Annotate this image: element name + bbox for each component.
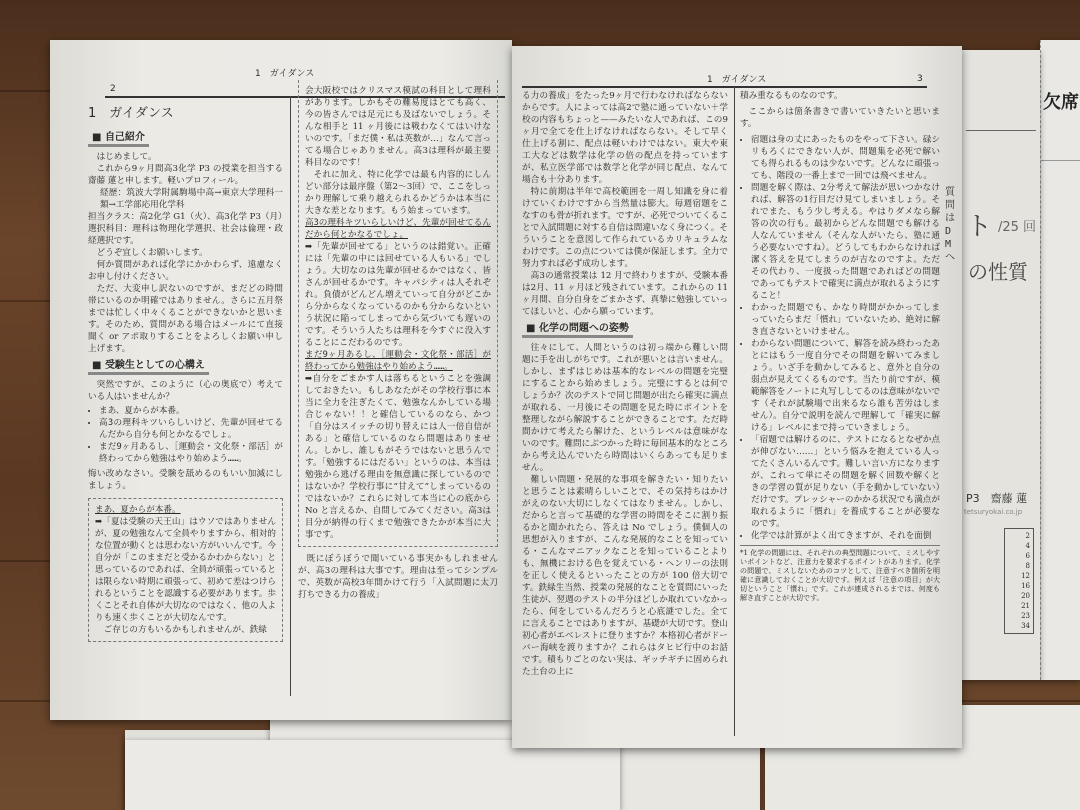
- paragraph: 会大阪校ではクリスマス模試の科目として理科があります。しかもその難易度はとても高く、今の皆さんでは足元にも及ばないでしょう。そんな相手と 11 ヶ月後には戦わなくてはいけないのです。「まだ僕・私は英数が…」なんて言ってる場合じゃありません。高3は理科が最主要科目なのです！: [305, 86, 491, 168]
- handout-count: /25 回: [998, 220, 1037, 235]
- absence-sheet-title: 欠席: [1043, 92, 1079, 113]
- left-page: [50, 40, 512, 720]
- box-tail: ご存じの方もいるかもしれませんが、鉄緑: [103, 625, 267, 635]
- handwritten-note: 質問はDMへ: [945, 187, 955, 263]
- paragraph: ただ、大変申し訳ないのですが、まだどの時間帯にいるのか明確ではありません。さらに五月祭までは忙しく中々くることができないかと思います。そのため、質問がある場合はメールにて直接聞く or アポ取りすることをよろしくお願い申し上げます。: [88, 284, 283, 354]
- bullet-item: • 「宿題では解けるのに、テストになるとなぜか点が伸びない……」という悩みを抱えている人ってたくさんいるんです。難しい言い方になりますが、これって単にその問題を解く回数や解くときの学習の質が足りない（手を動かしていない）だけです。プレッシャーのかかる状況でも満点が取れるように「慣れ」を養成することが必要なのです。: [751, 434, 940, 530]
- toc-page: 8: [1025, 562, 1030, 570]
- bullet-item: • 宿題は身の丈にあったものをやって下さい。碌シリもろくにできない人が、問題集を必死で解いても得られるものは少ないです。どんなに頑張っても、階段の一番上まで一回では飛べません。: [751, 134, 940, 182]
- paragraph: 特に前期は半年で高校範囲を一周し知識を身に着けていくわけですから当然量は膨大。毎週宿題をこなすのも骨が折れます。ですが、必死でついてくることで入試問題に対する自信は間違いなく身につく。そういうことを意図して作られているカリキュラムなわけです。この点については僕が保証します。全力で努力すれば必ず成功します。: [522, 187, 728, 269]
- bullet-item: • 化学では計算がよく出てきますが、それを面倒: [751, 530, 940, 542]
- paragraph: はじめまして。: [96, 152, 157, 162]
- toc-page: 21: [1021, 602, 1030, 610]
- handwritten-bullet: まだ9ヶ月あるし、［運動会・文化祭・部活］が終わってから勉強はやり始めよう……。: [305, 350, 491, 372]
- handwritten-bullet: • まあ、夏からが本番。: [99, 405, 283, 417]
- bottom-paper-front: [125, 740, 620, 810]
- right-page: [512, 46, 962, 748]
- handout-email: tetsuryokai.co.jp: [964, 508, 1023, 516]
- dashed-box: [298, 80, 498, 547]
- left-running-header: 1 ガイダンス: [255, 69, 315, 79]
- handwritten-bullet: まあ、夏からが本番。: [95, 505, 181, 515]
- profile-line: 担当クラス：高2化学 G1（火）、高3化学 P3（月）: [88, 212, 287, 222]
- toc-page: 4: [1025, 542, 1030, 550]
- handwritten-bullet: 高3の理科キツいらしいけど、先輩が回せてるんだから何とかなるでしょ。: [305, 218, 491, 240]
- paragraph: 積み重なるものなのです。: [740, 91, 843, 101]
- bullet-item: • わからない問題について、解答を読み終わったあとにはもう一度自分でその問題を解いてみましょう。いざ手を動かしてみると、意外と自分の弱点が見えてくるものです。当たり前ですが、模範解答をノートに丸写ししてるのは意味がないです（それが試験場で出来るなら誰も苦労はしません）。自分で説明を読んで理解して「確実に解ける」レベルにまで持っていきましょう。: [751, 338, 940, 434]
- toc-page: 23: [1021, 612, 1030, 620]
- bullet-item: • わかった問題でも、かなり時間がかかってしまっていたらまだ「慣れ」ていないため、絶対に解き直さないといけません。: [751, 302, 940, 338]
- paragraph: 何か質問があれば化学にかかわらず、遠慮なくお申し付けください。: [88, 260, 283, 282]
- paragraph: 難しい問題・発展的な事項を解きたい・知りたいと思うことは素晴らしいことで、その気持ちはかけがえのない大切にしなくてはなりません。しかし、だからと言って基礎的な学習の時間をそこに割り振るかと聞かれたら、答えは No でしょう。僕個人の思想が入りますが、こんな発展的なことを知っている・こんなマニアックなことを知っていることよりも、無機における色を覚えている・ヘンリーの法則を正しく使えるといったことの方が 100 倍大切です。鉄緑生当然、授業の発展的なことを質問にいった生徒が、翌週のテストの半分ほどしか取れていなかったら、何をしているんだろうと心底謎でした。全てに言えることではありますが、基礎が大切です。登山初心者がエベレストに登りますか？本格初心者がドーバー海峡を渡りますか？これらはタヒビ行中のお話です。積もりごとのない実は、ギッチギチに固められた土台の上に: [522, 475, 728, 677]
- paragraph: 突然ですが、このように（心の奥底で）考えている人はいませんか？: [88, 380, 283, 402]
- handout-subtitle: の性質: [968, 260, 1028, 284]
- paragraph: ➡自分をごまかす人は落ちるということを強調しておきたい。もしあなたがその学校行事に本当に全力を注ぎたくて、勉強なんかしている場合じゃない！！と確信しているのなら、かつ「自分はスイッチの切り替えには人一倍自信がある」と確信しているのなら問題はありません。しかし、誰しもがそうではないと思うんです。「勉強するにはだるい」というのは、本当は勉強から逃げる理由を無意識に探しているのではないか？学校行事に“甘えて”しまっているのではないか？これらに対して本当に心の底から No と言えるか、自問してみてください。高3は目分が納得の行くまで勉強できたかが本当に大事です。: [305, 374, 491, 540]
- right-column-1: [522, 90, 728, 678]
- handout-cover: [962, 50, 1040, 680]
- left-column-1: [88, 98, 287, 642]
- handout-author: P3 齋藤 蓮: [966, 492, 1028, 505]
- paragraph: どうぞ宜しくお願いします。: [96, 248, 208, 258]
- toc-page: 12: [1021, 572, 1030, 580]
- toc-page: 34: [1021, 622, 1030, 630]
- right-page-number: 3: [917, 74, 923, 84]
- toc-page: 16: [1021, 582, 1030, 590]
- absence-sheet: [1040, 40, 1080, 680]
- bullet-item: • 問題を解く際は、2分考えて解法が思いつかなければ、解答の1行目だけ見てしまいましょう。それでまた、もう少し考える。やはりダメなら解答の次の行も。最初からどんな問題でも解ける人なんていません（そんな人がいたら、塾に通う必要ないですね）。どうしてもわからなければ潔く答えを見てしまうのが吉なのですよ。ただその代わり、一度扱った問題であればどの問題であってもテストで確実に満点が取れるようにすること！: [751, 182, 940, 302]
- paragraph: 往々にして、人間というのは初っ端から難しい問題に手を出しがちです。これが悪いとは言いません。しかし、まずはじめは基本的なレベルの問題を完璧にすることから始めましょう。完璧にするとは何でしょうか？次のテストで同じ問題が出たら確実に満点が取れる、一月後にその問題を見た時にポイントを整理しながら解説することができることです。ただ時間かけて考えたら解けた、というレベルは意味がないのです。難問にぶつかった時に毎回基本的なところから考え込んでいたら時間はいくらあっても足りません。: [522, 343, 728, 473]
- paragraph: ここからは箇条書きで書いていきたいと思います。: [740, 107, 940, 129]
- table-of-contents: [1004, 528, 1034, 634]
- handwritten-bullet: • 高3の理科キツいらしいけど、先輩が回せてるんだから自分も何とかなるでしょ。: [99, 417, 283, 441]
- handout-title-fragment: ト: [966, 212, 993, 242]
- chapter-title: 1 ガイダンス: [88, 106, 174, 121]
- box-text: ➡「夏は受験の天王山」はウソではありませんが、夏の勉強なんて全員やりますから、相対的な位置が動くとは思わない方がいいんです。今自分が「このままだと受かるかわからない」と思っているのであれば、全員が頑張っているとは限らない時期に頑張って、初めて差はつけられるということを認識する必要があります。歩くことそれ自体が大切なのではなく、他の人よりも速く歩くことが大切なんです。: [95, 517, 276, 623]
- footnote: *1 化学の問題には、それぞれの典型問題について、ミスしやすいポイントなど、注意力を要求するポイントがあります。化学の問題で、ミスしないためのコツとして、注意すべき箇所を明確に意識しておくことが大切です。例えば「注意の項目」が大切ということ「慣れ」です。これが連成されるまでは、何度も解き直すことが大切です。: [740, 545, 940, 603]
- warning-text: 悔い改めなさい。受験を舐めるのもいい加減にしましょう。: [88, 469, 283, 491]
- handwritten-bullet: • まだ9ヶ月あるし、［運動会・文化祭・部活］が終わってから勉強はやり始めよう……。: [99, 441, 283, 465]
- paragraph: これから9ヶ月間高3化学 P3 の授業を担当する齋藤 蓮と申します。軽いプロフィール。: [88, 164, 283, 186]
- toc-page: 2: [1025, 532, 1030, 540]
- toc-page: 20: [1021, 592, 1030, 600]
- right-running-header: 1 ガイダンス: [707, 75, 767, 85]
- paragraph: る力の養成」をたった9ヶ月で行わなければならないからです。人によっては高2で塾に通っていない＋学校の内容もちょっと——みたいな人であれば、この9ヶ月で全てを仕上げなければならない。そして早く仕上げる割に、配点は軽いわけではない。東大や東工大などは数学は化学の倍の配点を持っていますが、私立医学部では数学と化学が同じ配点、なんて場合も十分あります。: [522, 91, 728, 185]
- profile-line: 経歴：筑波大学附属駒場中高→東京大学理科一類→工学部応用化学科: [100, 188, 283, 210]
- section-heading: ■ 自己紹介: [88, 131, 149, 147]
- section-heading: ■ 化学の問題への姿勢: [522, 322, 633, 338]
- paragraph: 既にぼうぼうで聞いている事実かもしれませんが、高3の理科は大事です。理由は至ってシンプルで、英数が高校3年間かけて行う「入試問題に太刀打ちできる力の養成」: [298, 554, 498, 600]
- left-column-2: [298, 80, 498, 601]
- paragraph: 高3の通常授業は 12 月で終わりますが、受験本番は2月、11 ヶ月ほど残されています。これからの 11 ヶ月間、自分自身をごまかさず、真摯に勉強していってほしいと、心から願っています。: [522, 271, 728, 317]
- dashed-box: [88, 498, 283, 642]
- right-column-2: [740, 90, 940, 603]
- paragraph: それに加え、特に化学では最も内容的にしんどい部分は最序盤（第2〜3回）で、ここをしっかり理解して乗り越えられるかどうかは本当に大きな差となります。もう始まっています。: [305, 170, 491, 216]
- toc-page: 6: [1025, 552, 1030, 560]
- left-page-number: 2: [110, 84, 116, 94]
- section-heading: ■ 受験生としての心構え: [88, 359, 209, 375]
- profile-line: 選択科目：理科は物理化学選択、社会は倫理・政経選択です。: [88, 224, 283, 246]
- paragraph: ➡「先輩が回せてる」というのは錯覚い。正確には「先輩の中には回せている人もいる」でしょう。大切なのは先輩が回せるかではなく、皆さんが回せるかです。キャパシティは人それぞれ。負債がどんどん増えていって自分がどこから分からなくなっているのかも分からないという状況に陥ってしまってから気づいても遅いのです。そういう人たちは理科を今すぐに没入することにこだわるのです。: [305, 242, 491, 348]
